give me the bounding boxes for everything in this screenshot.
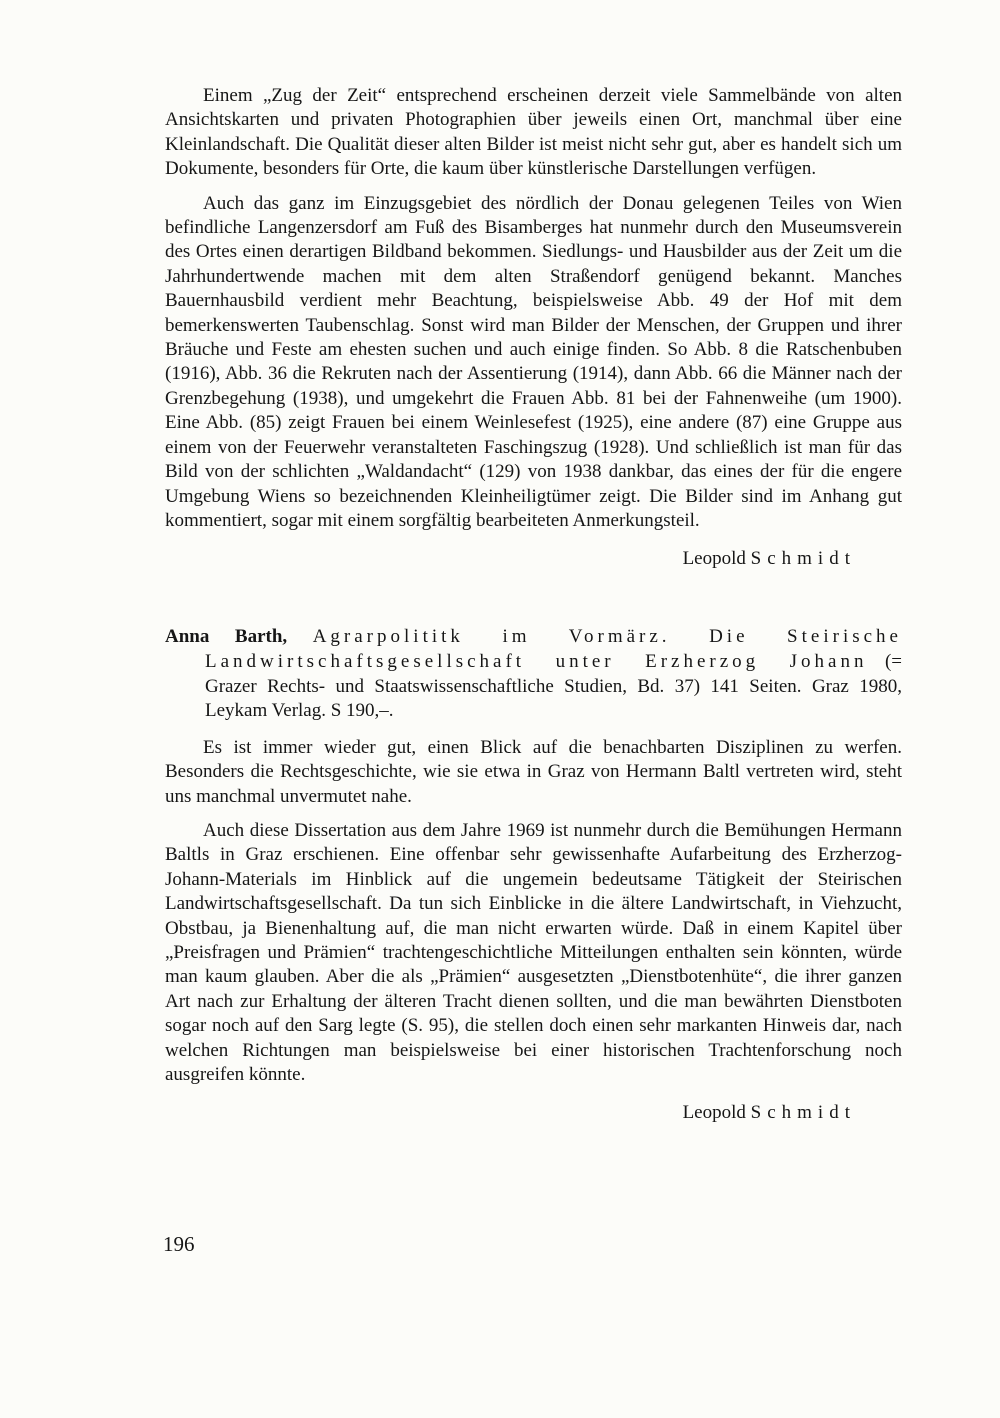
paragraph: Auch das ganz im Einzugsgebiet des nördlich der Donau gelegenen Teiles von Wien befindliche Langenzersdorf am Fuß des Bisamberges hat nunmehr durch den Museumsverein des Ortes einen derartigen Bildband bekommen. Siedlungs- und Hausbilder aus der Zeit um die Jahrhundertwende machen mit dem alten Straßendorf genügend bekannt. Manches Bauernhausbild verdient mehr Beachtung, beispielsweise Abb. 49 der Hof mit dem bemerkenswerten Taubenschlag. Sonst wird man Bilder der Menschen, der Gruppen und ihrer Bräuche und Feste am ehesten suchen und auch einige finden. So Abb. 8 die Ratschenbuben (1916), Abb. 36 die Rekruten nach der Assentierung (1914), dann Abb. 66 die Männer nach der Grenzbegehung (1938), und umgekehrt die Frauen Abb. 81 bei der Fahnenweihe (um 1900). Eine Abb. (85) zeigt Frauen bei einem Weinlesefest (1925), eine andere (87) eine Gruppe aus einem von der Feuerwehr veranstalteten Faschingszug (1928). Und schließlich ist man für das Bild von der schlichten „Waldandacht“ (129) von 1938 dankbar, das eines der für die engere Umgebung Wiens so bezeichnenden Kleinheiligtümer zeigt. Die Bilder sind im Anhang gut kommentiert, sogar mit einem sorgfältig bearbeiteten Anmerkungsteil.	[165, 192, 902, 531]
book-title: Agrarpolititk im Vormärz. Die Steirische Landwirtschaftsgesellschaft unter Erzherzog Johann	[205, 626, 902, 672]
paragraph: Es ist immer wieder gut, einen Blick auf die benachbarten Disziplinen zu werfen. Besonders die Rechtsgeschichte, wie sie etwa in Graz von Hermann Baltl vertreten wird, steht uns manchmal unvermutet nahe.	[165, 736, 902, 807]
reviewer-first-name: Leopold	[682, 1102, 746, 1124]
reviewer-last-name: Schmidt	[750, 1102, 856, 1124]
author-name: Anna Barth,	[165, 626, 288, 648]
review-langenzersdorf	[165, 84, 902, 571]
paragraph: Einem „Zug der Zeit“ entsprechend erscheinen derzeit viele Sammelbände von alten Ansichtskarten und privaten Photographien über jeweils einen Ort, manchmal über eine Kleinlandschaft. Die Qualität dieser alten Bilder ist meist nicht sehr gut, aber es handelt sich um Dokumente, besonders für Orte, die kaum über künstlerische Darstellungen verfügen.	[165, 85, 902, 180]
reviewer-signature	[165, 547, 856, 571]
review-barth	[165, 625, 902, 1125]
paragraph: Auch diese Dissertation aus dem Jahre 1969 ist nunmehr durch die Bemühungen Hermann Baltls in Graz erschienen. Eine offenbar sehr gewissenhafte Aufarbeitung des Erzherzog-Johann-Materials im Hinblick auf die ungemein bedeutsame Tätigkeit der Steirischen Landwirtschaftsgesellschaft. Da tun sich Einblicke in die ältere Landwirtschaft, in Viehzucht, Obstbau, ja Bienenhaltung auf, die man nicht erwarten würde. Daß in einem Kapitel über „Preisfragen und Prämien“ trachtengeschichtliche Mitteilungen enthalten sein könnten, würde man kaum glauben. Aber die als „Prämien“ ausgesetzten „Dienstbotenhüte“, die ihrer ganzen Art nach zur Erhaltung der älteren Tracht dienen sollten, und die man bewährten Dienstboten sogar noch auf den Sarg legte (S. 95), die stellen doch einen sehr markanten Hinweis dar, nach welchen Richtungen man beispielsweise bei einer historischen Trachtenforschung noch ausgreifen könnte.	[165, 819, 902, 1085]
reviewer-first-name: Leopold	[682, 548, 746, 570]
reviewer-last-name: Schmidt	[750, 548, 856, 570]
text-block	[165, 84, 902, 1125]
review-heading	[165, 625, 902, 723]
bibliographic-info: (= Grazer Rechts- und Staatswissenschaftliche Studien, Bd. 37) 141 Seiten. Graz 1980, Leykam Verlag. S 190,–.	[205, 650, 902, 722]
reviewer-signature	[165, 1101, 856, 1125]
page-number: 196	[163, 1232, 195, 1256]
